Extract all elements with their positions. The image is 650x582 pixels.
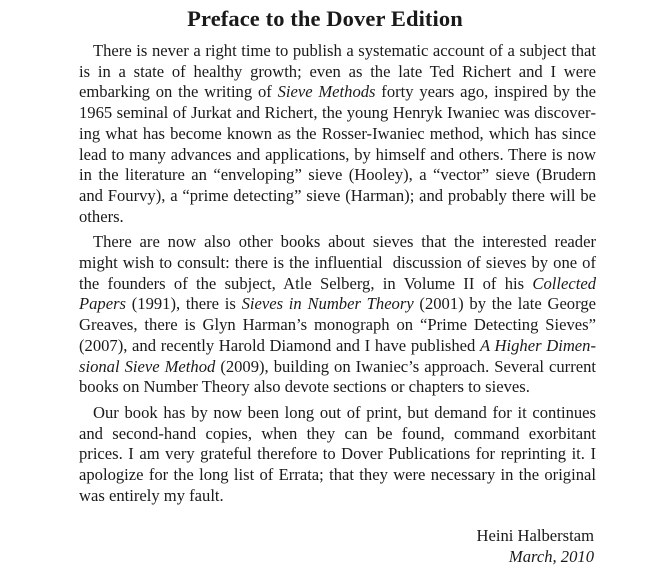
author-name: Heini Halberstam bbox=[476, 526, 594, 545]
text-run: (2009), building on Iwaniec’s approach. Several current books on Number Theory also devote sections or chapters to sieves. bbox=[79, 356, 596, 397]
preface-body bbox=[79, 41, 596, 506]
paragraph-3 bbox=[79, 403, 596, 507]
signature-date: March, 2010 bbox=[508, 546, 594, 566]
text-run: (1991), there is bbox=[126, 294, 242, 314]
italic-title: Collected Papers bbox=[79, 273, 596, 314]
italic-title: A Higher Dimensional Sieve Method bbox=[79, 335, 596, 376]
italic-title: Sieves in Number Theory bbox=[241, 294, 414, 314]
italic-title: Sieve Methods bbox=[277, 82, 376, 102]
paragraph-1 bbox=[79, 41, 596, 227]
signature-block bbox=[476, 526, 594, 567]
text-run: (2001) by the late George Greaves, there is Glyn Harman’s monograph on “Prime Detecting Sieves” (2007), and recently Harold Diamond and I have published bbox=[79, 294, 596, 355]
page-title: Preface to the Dover Edition bbox=[187, 6, 463, 31]
paragraph-2 bbox=[79, 232, 596, 398]
text-run: There are now also other books about sieves that the interested reader might wish to consult: there is the influential discussion of sieves by one of the founders of the subject, Atle Selberg, in Volume II of his bbox=[79, 232, 596, 293]
text-run: forty years ago, inspired by the 1965 seminal of Jurkat and Richert, the young Henryk Iwaniec was discovering what has become known as the Rosser-Iwaniec method, which has since lead to many advances and applications, by himself and others. There is now in the literature an “enveloping” sieve (Hooley), a “vector” sieve (Brudern and Fourvy), a “prime detecting” sieve (Harman); and probably there will be others. bbox=[79, 82, 596, 226]
text-run: Our book has by now been long out of print, but demand for it continues and second-hand copies, when they can be found, command exorbitant prices. I am very grateful therefore to Dover Publications for reprinting it. I apologize for the long list of Errata; that they were necessary in the original was entirely my fault. bbox=[79, 402, 596, 505]
text-run: There is never a right time to publish a systematic account of a subject that is in a state of healthy growth; even as the late Ted Richert and I were embarking on the writing of bbox=[79, 41, 596, 102]
